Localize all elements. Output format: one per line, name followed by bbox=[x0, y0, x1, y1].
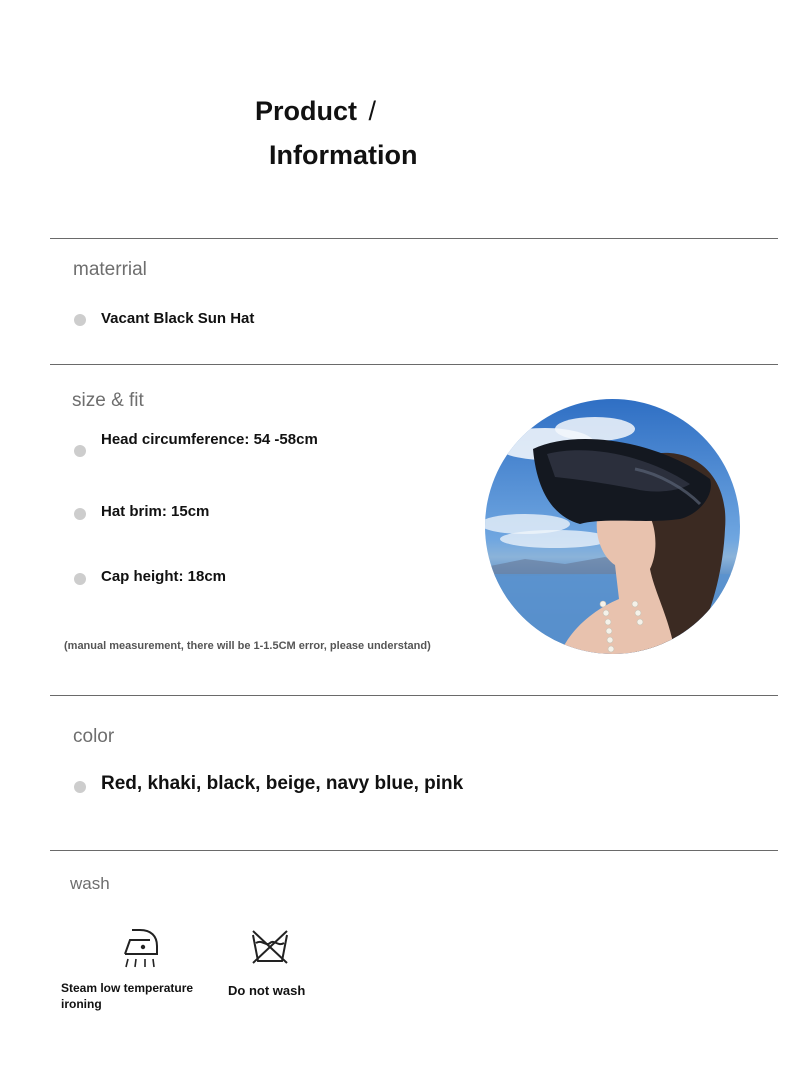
wash-label-steam-ironing-line2: ironing bbox=[61, 997, 102, 1011]
divider-top bbox=[50, 238, 778, 239]
section-label-material: materrial bbox=[73, 259, 147, 280]
product-photo-illustration bbox=[485, 399, 740, 654]
size-cap-height: Cap height: 18cm bbox=[101, 568, 227, 585]
divider-wash bbox=[50, 850, 778, 851]
size-head-circumference: Head circumference: 54 -58cm bbox=[101, 431, 318, 448]
wash-label-do-not-wash: Do not wash bbox=[228, 983, 306, 998]
divider-size bbox=[50, 364, 778, 365]
size-hat-brim: Hat brim: 15cm bbox=[101, 503, 210, 520]
bullet-icon bbox=[74, 445, 86, 457]
wash-label-steam-ironing-line1: Steam low temperature bbox=[61, 981, 194, 995]
bullet-icon bbox=[74, 781, 86, 793]
page-title-line1 bbox=[255, 96, 376, 127]
wash-label-steam-ironing bbox=[61, 980, 193, 1012]
section-label-size-fit: size & fit bbox=[72, 390, 144, 411]
title-separator: / bbox=[368, 96, 377, 126]
material-value: Vacant Black Sun Hat bbox=[101, 310, 255, 327]
product-photo bbox=[485, 399, 740, 654]
title-word-product: Product bbox=[255, 96, 358, 126]
divider-color bbox=[50, 695, 778, 696]
page-title-line2: Information bbox=[269, 140, 418, 170]
bullet-icon bbox=[74, 573, 86, 585]
measurement-note: (manual measurement, there will be 1-1.5CM error, please understand) bbox=[64, 640, 431, 652]
section-label-color: color bbox=[73, 726, 115, 747]
bullet-icon bbox=[74, 508, 86, 520]
do-not-wash-icon bbox=[250, 927, 290, 967]
steam-iron-low-temperature-icon bbox=[120, 922, 162, 970]
section-label-wash: wash bbox=[70, 874, 110, 893]
color-options: Red, khaki, black, beige, navy blue, pink bbox=[101, 773, 464, 794]
bullet-icon bbox=[74, 314, 86, 326]
